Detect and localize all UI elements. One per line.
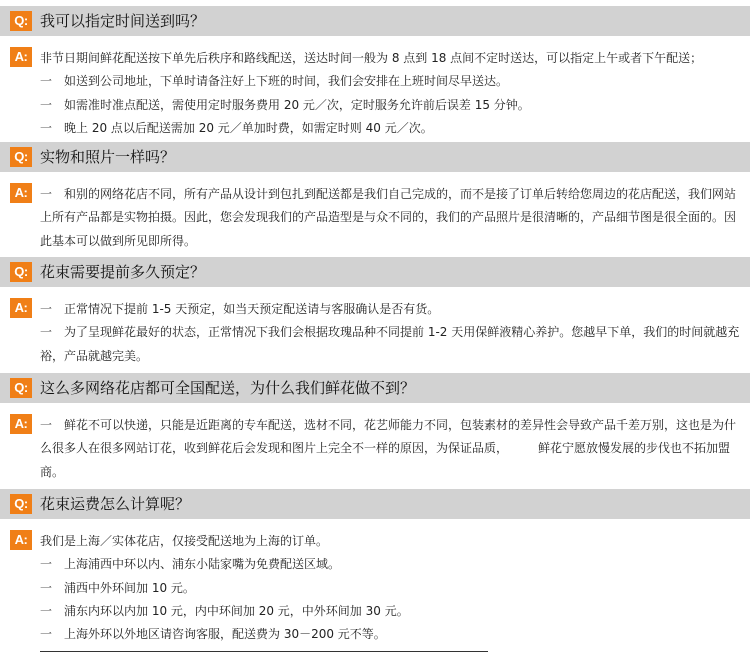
answer-line: 非节日期间鲜花配送按下单先后秩序和路线配送，送达时间一般为 8 点到 18 点间不定时送达，可以指定上午或者下午配送； [40, 51, 703, 65]
answer-line: 一 鲜花不可以快递，只能是近距离的专车配送，选材不同，花艺师能力不同，包装素材的差异性会导致产品千差万别，这也是为什么很多人在很多网站订花，收到鲜花后会发现和图片上完全不一样的原因，为保证品质， 鲜花宁愿放慢发展的步伐也不拓加盟商。 [40, 418, 737, 479]
question-badge: Q: [10, 11, 32, 31]
answer-badge: A: [10, 298, 32, 318]
question-title: 花束需要提前多久预定？ [40, 263, 206, 281]
answer-line: 一 上海外环以外地区请咨询客服，配送费为 30－200 元不等。 [40, 627, 386, 642]
question-bar [0, 257, 750, 287]
answer-text [40, 298, 740, 368]
answer-line: 一 晚上 20 点以后配送需加 20 元／单加时费，如需定时则 40 元／次。 [40, 120, 433, 135]
question-badge: Q: [10, 378, 32, 398]
question-badge: Q: [10, 494, 32, 514]
question-bar [0, 6, 750, 36]
answer-line: 一 为了呈现鲜花最好的状态，正常情况下我们会根据玫瑰品种不同提前 1-2 天用保鲜液精心养护。您越早下单，我们的时间就越充裕，产品就越完美。 [40, 325, 740, 363]
answer-badge: A: [10, 183, 32, 203]
answer-line: 一 浦西中外环间加 10 元。 [40, 580, 195, 595]
question-badge: Q: [10, 147, 32, 167]
answer-line: 一 如需准时准点配送，需使用定时服务费用 20 元／次，定时服务允许前后误差 15 分钟。 [40, 97, 530, 112]
answer-text [40, 414, 740, 484]
question-bar [0, 373, 750, 403]
answer-text [40, 530, 740, 646]
answer-badge: A: [10, 530, 32, 550]
answer-line: 一 上海浦西中环以内、浦东小陆家嘴为免费配送区域。 [40, 557, 341, 572]
question-bar [0, 489, 750, 519]
question-title: 我可以指定时间送到吗？ [40, 12, 206, 30]
answer-line: 我们是上海／实体花店，仅接受配送地为上海的订单。 [40, 534, 329, 548]
answer-line: 一 和别的网络花店不同，所有产品从设计到包扎到配送都是我们自己完成的，而不是接了订单后转给您周边的花店配送，我们网站上所有产品都是实物拍摄。因此，您会发现我们的产品造型是与众不同的，我们的产品照片是很清晰的，产品细节图是很全面的。因此基本可以做到所见即所得。 [40, 187, 737, 248]
question-bar [0, 142, 750, 172]
answer-line: 一 浦东内环以内加 10 元，内中环间加 20 元，中外环间加 30 元。 [40, 603, 409, 618]
answer-line: 一 如送到公司地址，下单时请备注好上下班的时间，我们会安排在上班时间尽早送达。 [40, 74, 509, 89]
question-title: 这么多网络花店都可全国配送，为什么我们鲜花做不到？ [40, 379, 416, 397]
bottom-divider [40, 651, 488, 652]
answer-line: 一 正常情况下提前 1-5 天预定，如当天预定配送请与客服确认是否有货。 [40, 302, 440, 316]
answer-badge: A: [10, 414, 32, 434]
answer-text [40, 183, 740, 253]
answer-badge: A: [10, 47, 32, 67]
answer-text [40, 47, 740, 140]
question-title: 实物和照片一样吗？ [40, 148, 176, 166]
question-title: 花束运费怎么计算呢？ [40, 495, 191, 513]
question-badge: Q: [10, 262, 32, 282]
